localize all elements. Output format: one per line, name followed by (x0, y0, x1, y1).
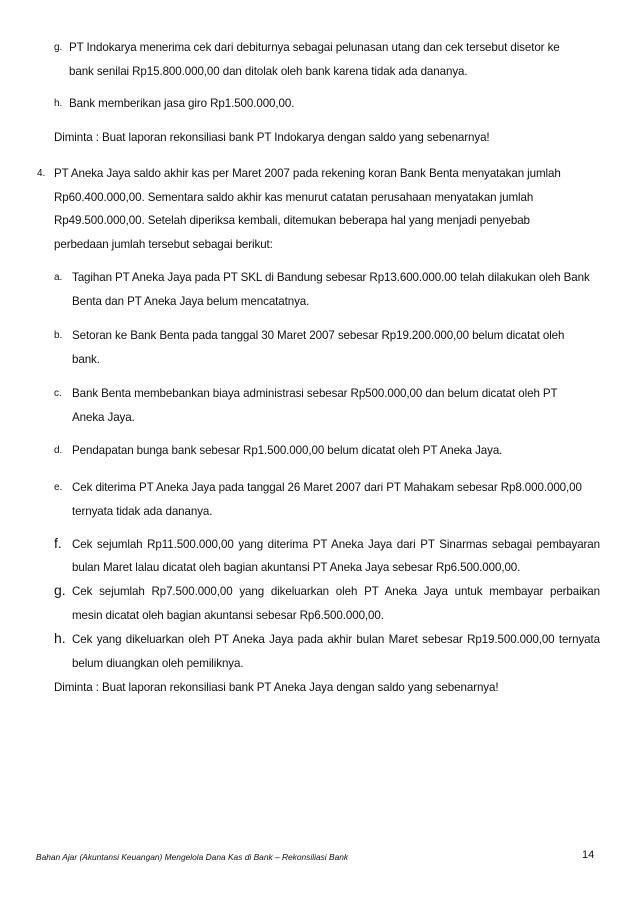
item-text: Cek sejumlah Rp7.500.000,00 yang dikeluarkan oleh PT Aneka Jaya untuk membayar perbaikan (72, 585, 600, 598)
instruction-text: Diminta : Buat laporan rekonsiliasi bank PT Aneka Jaya dengan saldo yang sebenarnya! (54, 681, 499, 694)
item-text: Bank Benta membebankan biaya administrasi sebesar Rp500.000,00 dan belum dicatat oleh PT (72, 387, 558, 400)
item-text: belum diuangkan oleh pemiliknya. (72, 657, 244, 670)
item-text: Pendapatan bunga bank sebesar Rp1.500.000,00 belum dicatat oleh PT Aneka Jaya. (72, 444, 503, 457)
item-marker: e. (54, 482, 63, 493)
item-text: Bank memberikan jasa giro Rp1.500.000,00. (69, 97, 295, 110)
item-text: Aneka Jaya. (72, 411, 135, 424)
item-marker: b. (54, 330, 63, 341)
item-text: bulan Maret lalau dicatat oleh bagian akuntansi PT Aneka Jaya sebesar Rp6.500.000,00. (72, 561, 521, 574)
item-text: bank. (72, 353, 100, 366)
question-number: 4. (37, 168, 46, 179)
item-marker: h. (54, 630, 66, 646)
item-marker: d. (54, 445, 63, 456)
item-marker: f. (54, 535, 62, 551)
question-intro-line: Rp60.400.000,00. Sementara saldo akhir kas menurut catatan perusahaan menyatakan jumlah (54, 191, 534, 204)
item-text: mesin dicatat oleh bagian akuntansi sebesar Rp6.500.000,00. (72, 609, 384, 622)
item-text: ternyata tidak ada dananya. (72, 505, 213, 518)
item-marker: g. (54, 42, 63, 53)
item-text: Cek sejumlah Rp11.500.000,00 yang diterima PT Aneka Jaya dari PT Sinarmas sebagai pembayaran (72, 538, 600, 551)
item-text: PT Indokarya menerima cek dari debiturnya sebagai pelunasan utang dan cek tersebut disetor ke (69, 41, 560, 54)
item-text: Cek yang dikeluarkan oleh PT Aneka Jaya pada akhir bulan Maret sebesar Rp19.500.000,00 ternyata (72, 633, 600, 646)
instruction-text: Diminta : Buat laporan rekonsiliasi bank PT Indokarya dengan saldo yang sebenarnya! (54, 131, 490, 144)
item-marker: c. (54, 388, 62, 399)
item-text: Benta dan PT Aneka Jaya belum mencatatnya. (72, 295, 310, 308)
item-marker: h. (54, 98, 63, 109)
question-intro-line: perbedaan jumlah tersebut sebagai berikut: (54, 238, 273, 251)
question-intro-line: PT Aneka Jaya saldo akhir kas per Maret 2007 pada rekening koran Bank Benta menyatakan jumlah (54, 167, 561, 180)
item-text: bank senilai Rp15.800.000,00 dan ditolak oleh bank karena tidak ada dananya. (69, 65, 468, 78)
item-marker: a. (54, 272, 63, 283)
item-text: Tagihan PT Aneka Jaya pada PT SKL di Bandung sebesar Rp13.600.000.00 telah dilakukan oleh Bank (72, 271, 590, 284)
page-number: 14 (582, 849, 595, 861)
item-text: Setoran ke Bank Benta pada tanggal 30 Maret 2007 sebesar Rp19.200.000,00 belum dicatat oleh (72, 329, 565, 342)
question-intro-line: Rp49.500.000,00. Setelah diperiksa kembali, ditemukan beberapa hal yang menjadi penyebab (54, 214, 530, 227)
item-text: Cek diterima PT Aneka Jaya pada tanggal 26 Maret 2007 dari PT Mahakam sebesar Rp8.000.000,00 (72, 481, 582, 494)
item-marker: g. (54, 582, 66, 598)
footer-text: Bahan Ajar (Akuntansi Keuangan) Mengelola Dana Kas di Bank – Rekonsiliasi Bank (36, 852, 349, 862)
